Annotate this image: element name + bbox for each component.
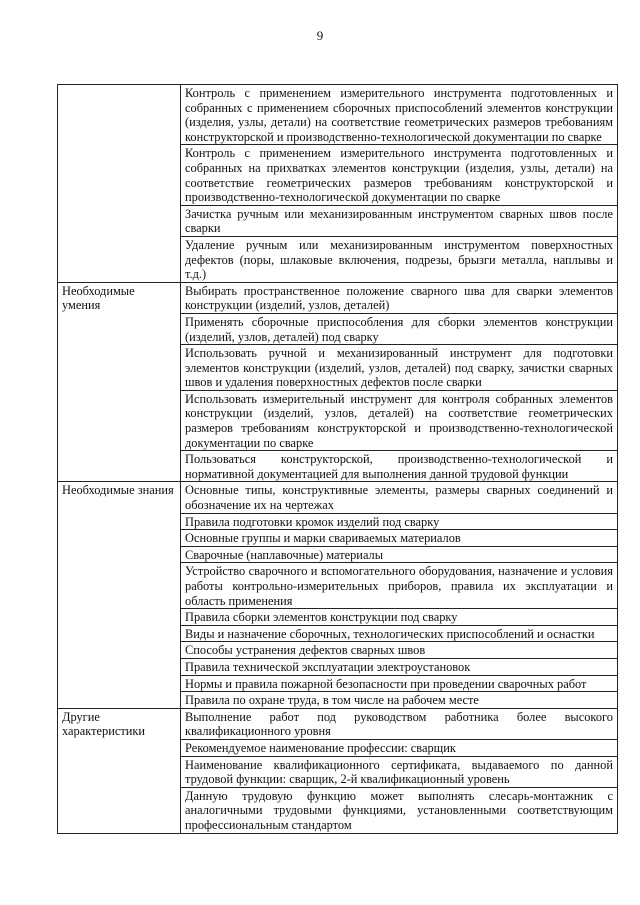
table-cell: Рекомендуемое наименование профессии: сварщик xyxy=(181,739,618,756)
table-cell: Выбирать пространственное положение сварного шва для сварки элементов конструкции (изделий, узлов, деталей) xyxy=(181,282,618,313)
table-row xyxy=(58,85,618,145)
section-label-labor-actions xyxy=(58,85,181,283)
table-cell: Правила подготовки кромок изделий под сварку xyxy=(181,513,618,530)
table-cell: Виды и назначение сборочных, технологических приспособлений и оснастки xyxy=(181,625,618,642)
table-cell: Правила сборки элементов конструкции под сварку xyxy=(181,609,618,626)
table-cell: Нормы и правила пожарной безопасности при проведении сварочных работ xyxy=(181,675,618,692)
table-cell: Зачистка ручным или механизированным инструментом сварных швов после сварки xyxy=(181,205,618,236)
table-cell: Использовать ручной и механизированный инструмент для подготовки элементов конструкции (изделий, узлов, деталей) под сварку, зачистки сварных швов и удаления поверхностных дефектов после сварки xyxy=(181,345,618,391)
table-cell: Контроль с применением измерительного инструмента подготовленных и собранных с применением сборочных приспособлений элементов конструкции (изделия, узлы, детали) на соответствие геометрических размеров требованиям конструкторской и производственно-технологической документации по сварке xyxy=(181,85,618,145)
table-cell: Основные группы и марки свариваемых материалов xyxy=(181,530,618,547)
table-cell: Основные типы, конструктивные элементы, размеры сварных соединений и обозначение их на чертежах xyxy=(181,482,618,513)
table-cell: Контроль с применением измерительного инструмента подготовленных и собранных на прихватках элементов конструкции (изделия, узлы, детали) на соответствие геометрических размеров требованиям конструкторской и производственно-технологической документации по сварке xyxy=(181,145,618,205)
table-cell: Правила по охране труда, в том числе на рабочем месте xyxy=(181,692,618,709)
table-cell: Наименование квалификационного сертификата, выдаваемого по данной трудовой функции: сварщик, 2-й квалификационный уровень xyxy=(181,756,618,787)
table-cell: Правила технической эксплуатации электроустановок xyxy=(181,658,618,675)
table-cell: Данную трудовую функцию может выполнять слесарь-монтажник с аналогичными трудовыми функциями, установленными соответствующим профессиональным стандартом xyxy=(181,787,618,833)
table-cell: Использовать измерительный инструмент для контроля собранных элементов конструкции (изделий, узлов, деталей) на соответствие геометрических размеров требованиям конструкторской и производственно-технологической документации по сварке xyxy=(181,390,618,450)
table-cell: Устройство сварочного и вспомогательного оборудования, назначение и условия работы контрольно-измерительных приборов, правила их эксплуатации и область применения xyxy=(181,563,618,609)
table-cell: Пользоваться конструкторской, производственно-технологической и нормативной документацией для выполнения данной трудовой функции xyxy=(181,451,618,482)
table-cell: Способы устранения дефектов сварных швов xyxy=(181,642,618,659)
table-row xyxy=(58,482,618,513)
table-cell: Применять сборочные приспособления для сборки элементов конструкции (изделий, узлов, деталей) под сварку xyxy=(181,313,618,344)
section-label-skills: Необходимые умения xyxy=(58,282,181,482)
table-cell: Удаление ручным или механизированным инструментом поверхностных дефектов (поры, шлаковые включения, подрезы, брызги металла, наплывы и т.д.) xyxy=(181,236,618,282)
section-label-other: Другие характеристики xyxy=(58,708,181,833)
section-label-knowledge: Необходимые знания xyxy=(58,482,181,708)
table-cell: Выполнение работ под руководством работника более высокого квалификационного уровня xyxy=(181,708,618,739)
table-cell: Сварочные (наплавочные) материалы xyxy=(181,546,618,563)
labor-function-table xyxy=(57,84,618,834)
page-number: 9 xyxy=(316,28,324,43)
table-row xyxy=(58,708,618,739)
table-row xyxy=(58,282,618,313)
